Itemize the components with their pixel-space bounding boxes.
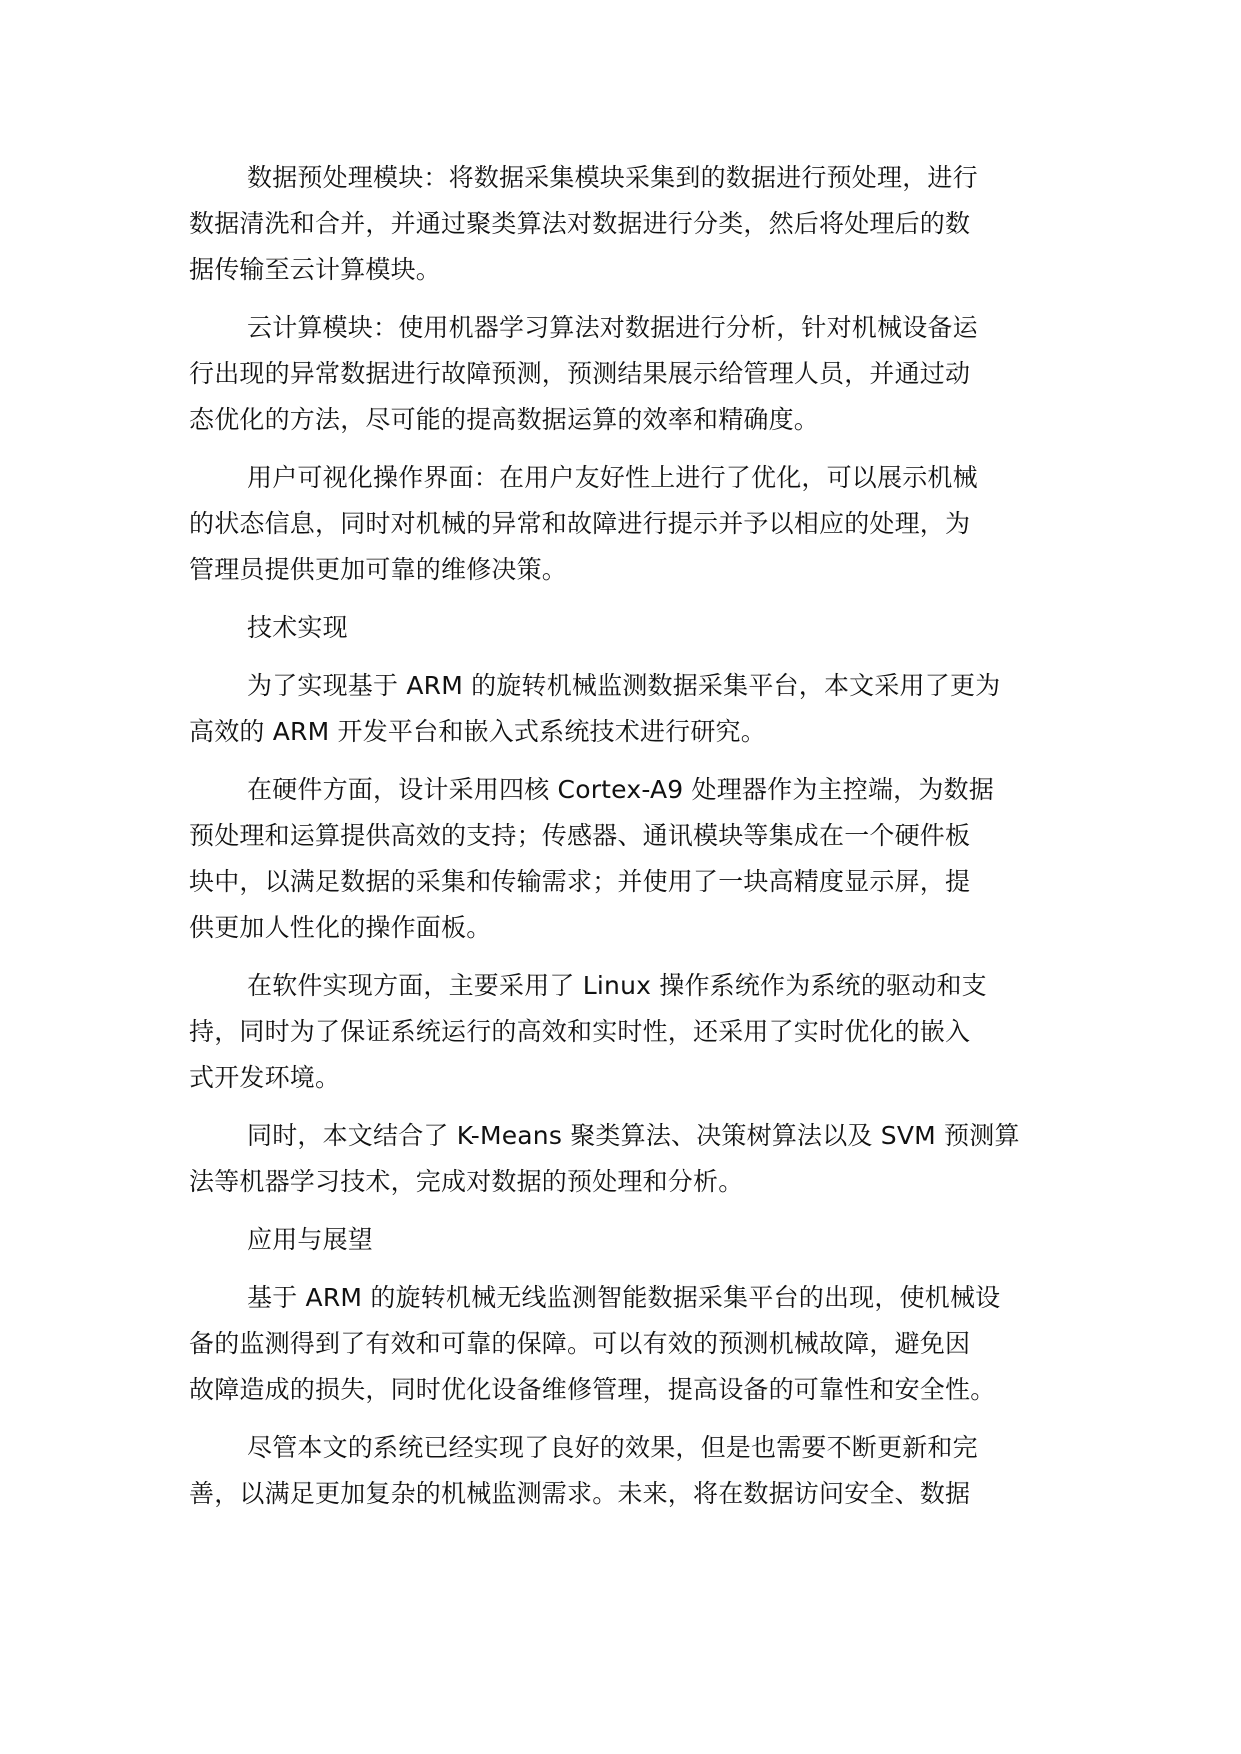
document-body — [189, 155, 1069, 1529]
text-line: 据传输至云计算模块。 — [189, 255, 442, 284]
paragraph-software — [189, 963, 1069, 1101]
text-line: 用户可视化操作界面：在用户友好性上进行了优化，可以展示机械 — [247, 463, 978, 492]
text-line: 供更加人性化的操作面板。 — [189, 913, 492, 942]
paragraph-arm-platform — [189, 663, 1069, 755]
paragraph-user-visual-interface — [189, 455, 1069, 593]
text-line: 持，同时为了保证系统运行的高效和实时性，还采用了实时优化的嵌入 — [189, 1017, 971, 1046]
text-line: 行出现的异常数据进行故障预测，预测结果展示给管理人员，并通过动 — [189, 359, 971, 388]
text-line: 法等机器学习技术，完成对数据的预处理和分析。 — [189, 1167, 744, 1196]
paragraph-cloud-computing-module — [189, 305, 1069, 443]
text-line: 预处理和运算提供高效的支持；传感器、通讯模块等集成在一个硬件板 — [189, 821, 971, 850]
text-line: 态优化的方法，尽可能的提高数据运算的效率和精确度。 — [189, 405, 820, 434]
text-line: 在硬件方面，设计采用四核 Cortex-A9 处理器作为主控端，为数据 — [247, 775, 994, 804]
text-line: 高效的 ARM 开发平台和嵌入式系统技术进行研究。 — [189, 717, 766, 746]
section-heading: 应用与展望 — [247, 1225, 374, 1254]
text-line: 数据预处理模块：将数据采集模块采集到的数据进行预处理，进行 — [247, 163, 978, 192]
paragraph-outlook — [189, 1425, 1069, 1517]
heading-application-outlook — [189, 1217, 1069, 1263]
section-heading: 技术实现 — [247, 613, 348, 642]
text-line: 同时，本文结合了 K-Means 聚类算法、决策树算法以及 SVM 预测算 — [247, 1121, 1020, 1150]
text-line: 为了实现基于 ARM 的旋转机械监测数据采集平台，本文采用了更为 — [247, 671, 1001, 700]
text-line: 备的监测得到了有效和可靠的保障。可以有效的预测机械故障，避免因 — [189, 1329, 971, 1358]
heading-technical-implementation — [189, 605, 1069, 651]
paragraph-data-preprocessing-module — [189, 155, 1069, 293]
paragraph-hardware — [189, 767, 1069, 951]
text-line: 在软件实现方面，主要采用了 Linux 操作系统作为系统的驱动和支 — [247, 971, 987, 1000]
text-line: 基于 ARM 的旋转机械无线监测智能数据采集平台的出现，使机械设 — [247, 1283, 1001, 1312]
text-line: 式开发环境。 — [189, 1063, 341, 1092]
paragraph-machine-learning — [189, 1113, 1069, 1205]
text-line: 块中，以满足数据的采集和传输需求；并使用了一块高精度显示屏，提 — [189, 867, 971, 896]
paragraph-application — [189, 1275, 1069, 1413]
text-line: 尽管本文的系统已经实现了良好的效果，但是也需要不断更新和完 — [247, 1433, 978, 1462]
text-line: 数据清洗和合并，并通过聚类算法对数据进行分类，然后将处理后的数 — [189, 209, 971, 238]
text-line: 云计算模块：使用机器学习算法对数据进行分析，针对机械设备运 — [247, 313, 978, 342]
text-line: 善，以满足更加复杂的机械监测需求。未来，将在数据访问安全、数据 — [189, 1479, 971, 1508]
text-line: 故障造成的损失，同时优化设备维修管理，提高设备的可靠性和安全性。 — [189, 1375, 996, 1404]
text-line: 管理员提供更加可靠的维修决策。 — [189, 555, 568, 584]
text-line: 的状态信息，同时对机械的异常和故障进行提示并予以相应的处理，为 — [189, 509, 971, 538]
